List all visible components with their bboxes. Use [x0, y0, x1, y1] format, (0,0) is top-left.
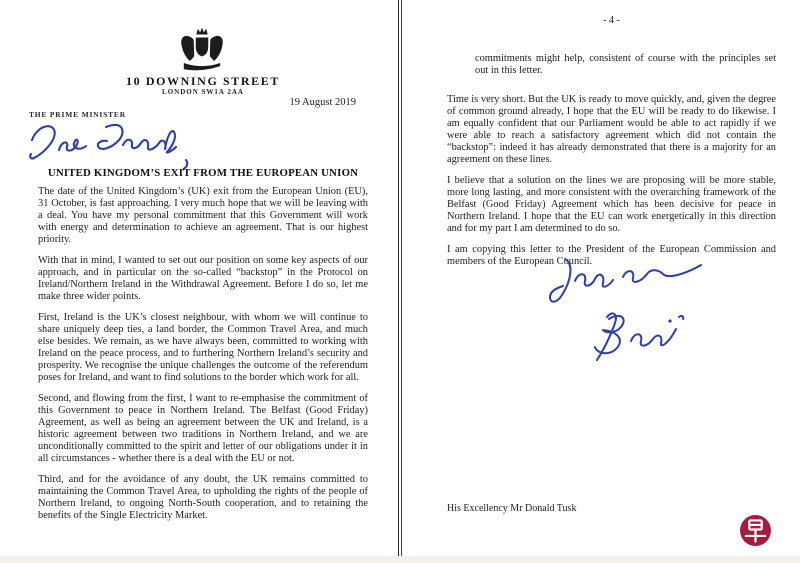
letter-subject-heading: UNITED KINGDOM’S EXIT FROM THE EUROPEAN UNION — [47, 167, 359, 179]
letter-paragraph: With that in mind, I wanted to set out our position on some key aspects of our approach, and in particular on the so-called “backstop” in the Protocol on Ireland/Northern Ireland in the Withdrawal Agreement. Before I do so, let me make three wider points. — [38, 255, 368, 302]
continuation-paragraph: commitments might help, consistent of course with the principles set out in this letter. — [475, 53, 776, 76]
zaobao-logo — [740, 515, 771, 546]
letter-paragraph: I am copying this letter to the President of the European Commission and members of the European Council. — [447, 244, 776, 267]
letter-paragraph: Second, and flowing from the first, I want to re-emphasise the commitment of this Government to peace in Northern Ireland. The Belfast (Good Friday) Agreement, as well as being an agreement between the UK and Ireland, is a historic agreement between two traditions in Northern Ireland, and we are unconditionally committed to the spirit and letter of our obligations under it in all circumstances - whether there is a deal with the EU or not. — [38, 393, 368, 464]
letter-paragraph: Time is very short. But the UK is ready to move quickly, and, given the degree of common ground already, I hope that the EU will be ready to do likewise. I am equally confident that our Parliament would be able to act rapidly if we were able to reach a satisfactory agreement which did not contain the “backstop”: indeed it has already demonstrated that there is a majority for an agreement on these lines. — [447, 94, 776, 165]
scan-edge-artifact — [0, 556, 800, 563]
letter-paragraph: I believe that a solution on the lines we are proposing will be more stable, more long lasting, and more consistent with the overarching framework of the Belfast (Good Friday) Agreement which has been decisive for peace in Northern Ireland. I hope that the EU can work energetically in this direction and for my part I am determined to do so. — [447, 175, 776, 234]
letter-paragraph: First, Ireland is the UK’s closest neighbour, with whom we will continue to share uniquely deep ties, a land border, the Common Travel Area, and much else besides. We remain, as we have always been, committed to working with Ireland on the peace process, and to furthering Northern Ireland’s security and prosperity. We recognise the unique challenges the outcome of the referendum poses for Ireland, and want to find solutions to the border which work for all. — [38, 312, 368, 383]
royal-crest-icon — [176, 25, 228, 73]
letter-paragraph: Third, and for the avoidance of any doubt, the UK remains committed to maintaining the Common Travel Area, to upholding the rights of the people of Northern Ireland, to ongoing North-South cooperation, and to retaining the benefits of the Single Electricity Market. — [38, 474, 368, 521]
letter-page-1 — [0, 0, 398, 563]
handwritten-greeting — [26, 118, 198, 170]
handwritten-signature — [533, 255, 723, 375]
page-number: - 4 - — [603, 15, 620, 26]
letter-page-4 — [403, 0, 800, 563]
letter-paragraph: The date of the United Kingdom’s (UK) exit from the European Union (EU), 31 October, is fast approaching. I very much hope that we will be leaving with a deal. You have my personal commitment that this Government will work with energy and determination to achieve an agreement. That is our highest priority. — [38, 186, 368, 245]
recipient-line: His Excellency Mr Donald Tusk — [447, 503, 577, 514]
prime-minister-label: THE PRIME MINISTER — [29, 110, 126, 119]
letterhead-address-line1: 10 DOWNING STREET — [126, 74, 280, 88]
letter-body-page1 — [38, 186, 368, 531]
letter-date: 19 August 2019 — [289, 97, 356, 108]
letterhead-address-line2: LONDON SW1A 2AA — [162, 88, 244, 96]
letter-body-page4 — [447, 94, 776, 277]
